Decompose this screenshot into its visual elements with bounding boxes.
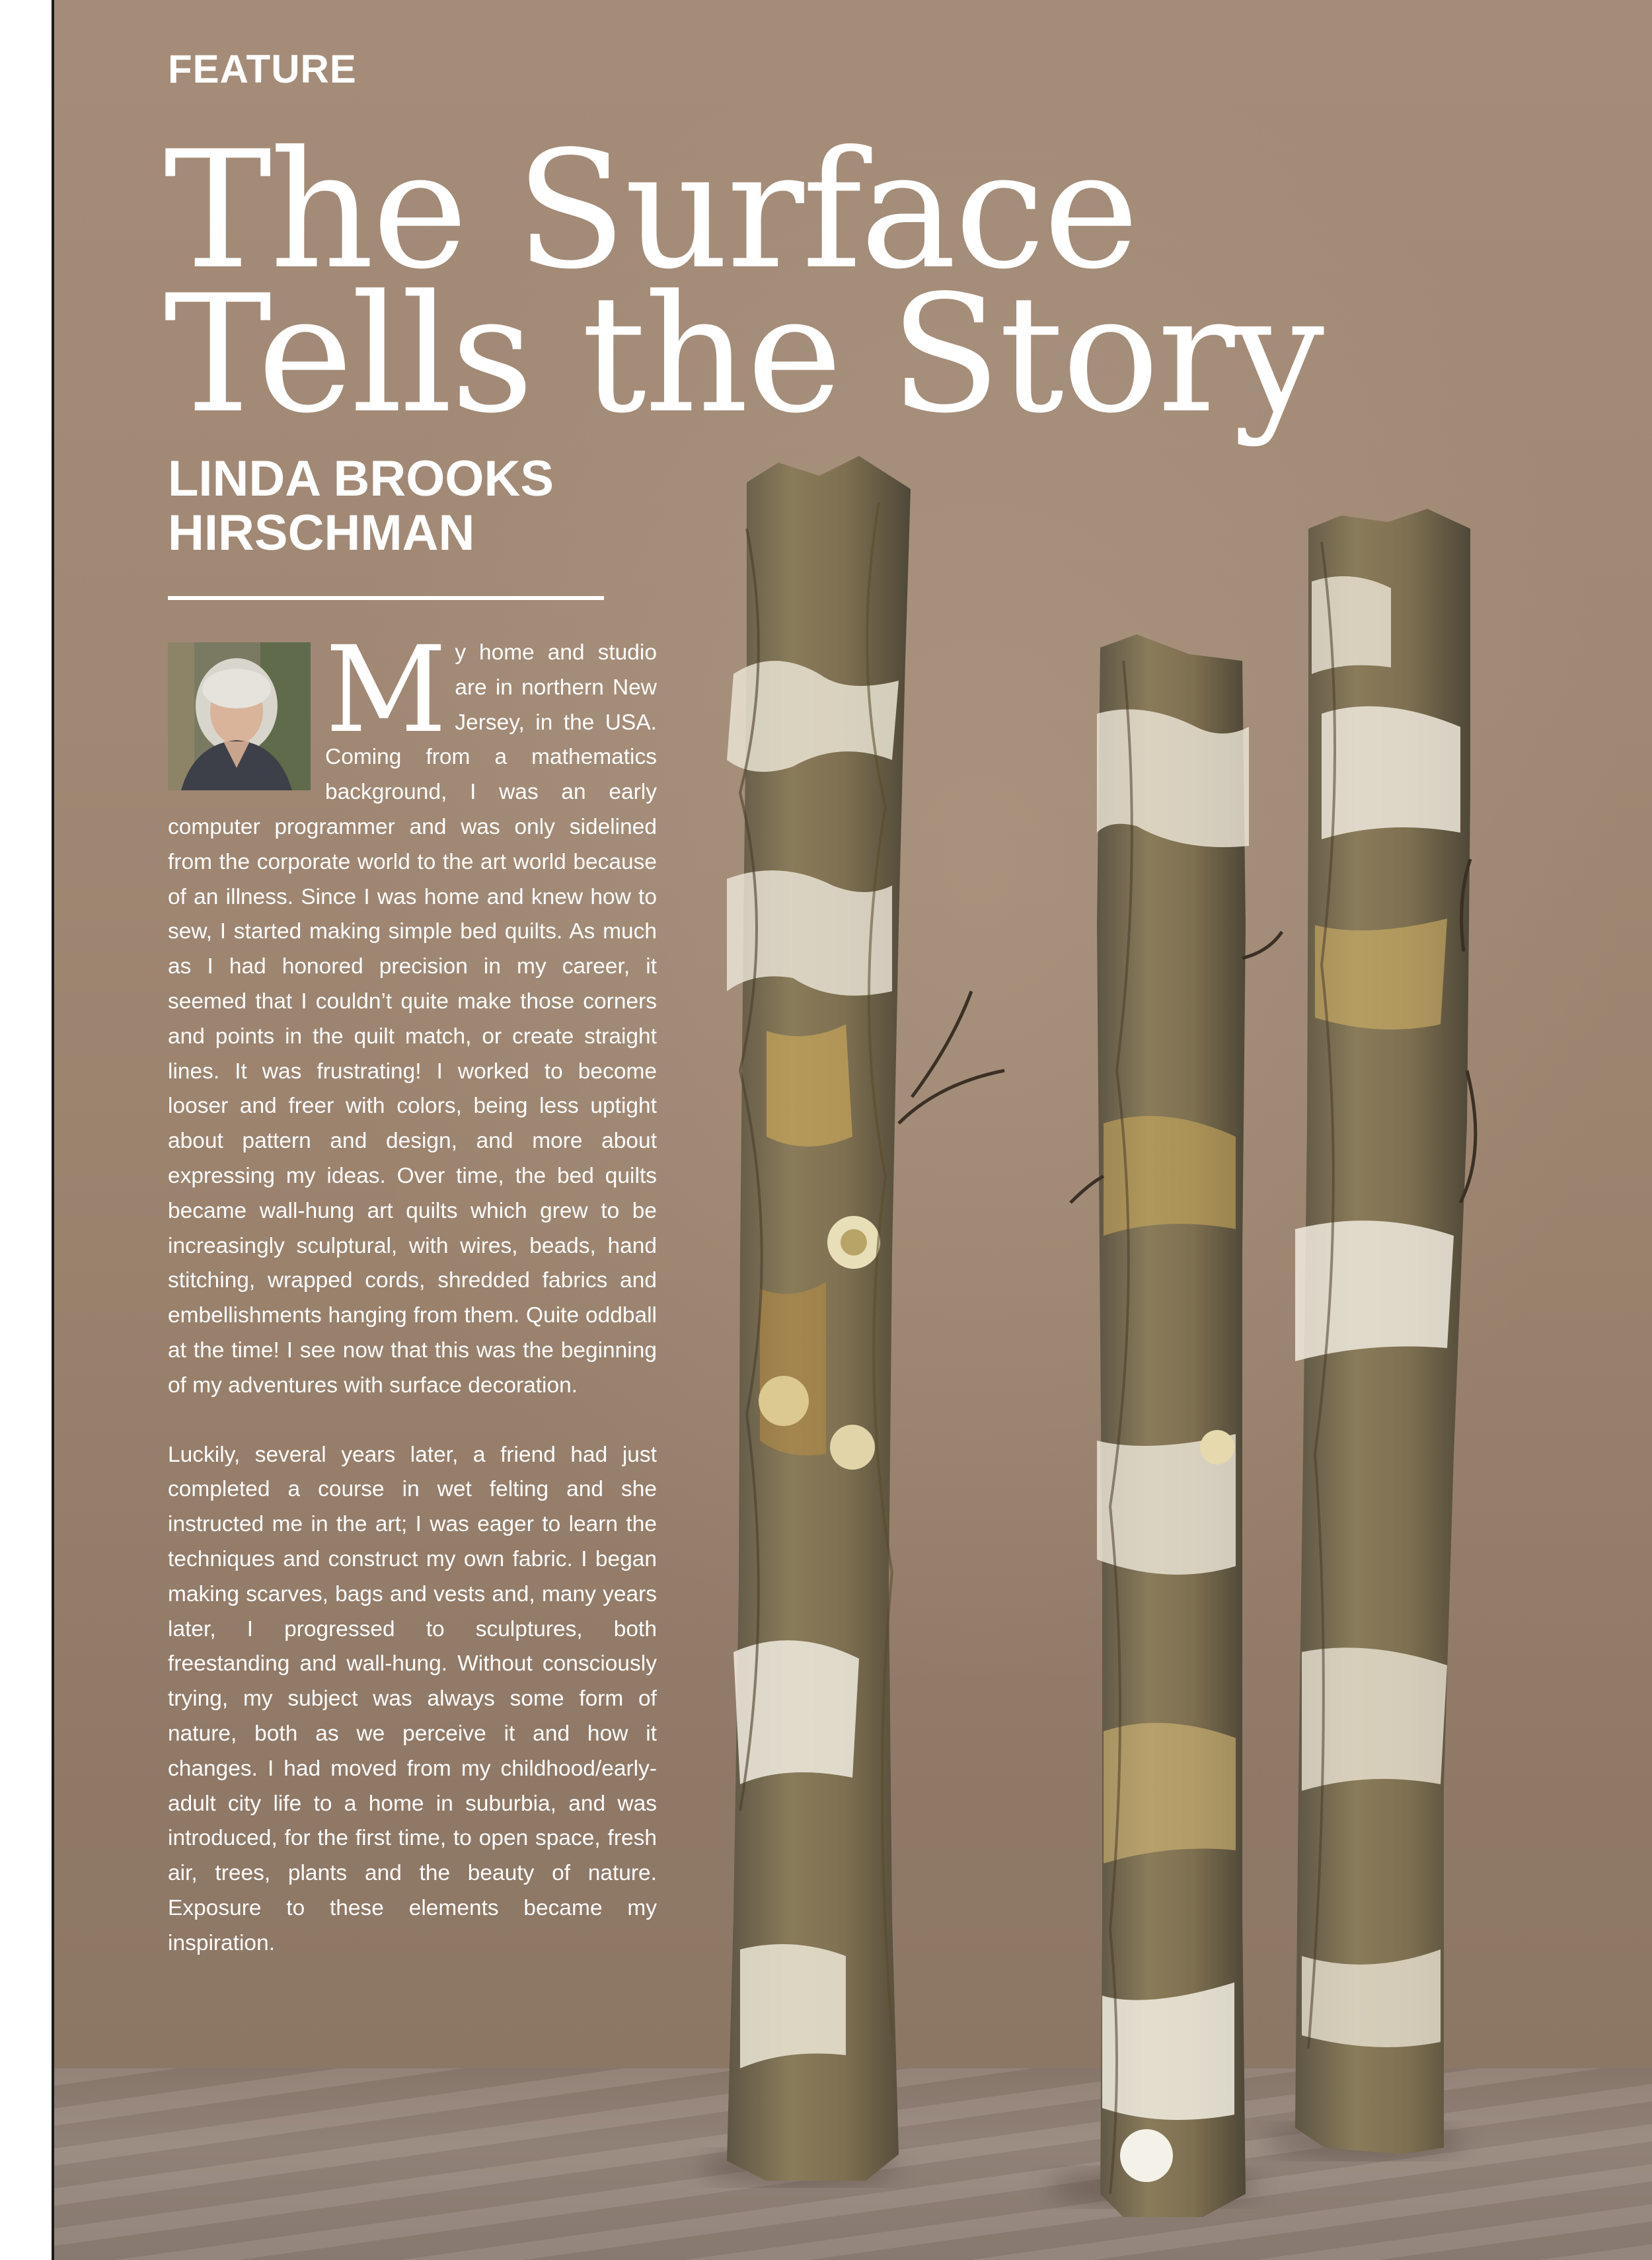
magazine-page: [54, 0, 1652, 2260]
paragraph-1-text: y home and studio are in northern New Jersey, in the USA. Coming from a mathematics background, I was an early computer programmer and was only sidelined from the corporate world to the art world because of an illness. Since I was home and knew how to sew, I started making simple bed quilts. As much as I had honored precision in my career, it seemed that I couldn’t quite make those corners and points in the quilt match, or create straight lines. It was frustrating! I worked to become looser and freer with colors, being less uptight about pattern and design, and more about expressing my ideas. Over time, the bed quilts became wall-hung art quilts which grew to be increasingly sculptural, with wires, beads, hand stitching, wrapped cords, shredded fabrics and embellishments hanging from them. Quite oddball at the time! I see now that this was the beginning of my adventures with surface decoration.: [168, 640, 657, 1398]
sculpture-middle: [1070, 634, 1282, 2217]
author-line-1: LINDA BROOKS: [168, 451, 554, 507]
title-line-2: Tells the Story: [164, 260, 1323, 449]
paragraph-2: Luckily, several years later, a friend had just completed a course in wet felting and she instructed me in the art; I was eager to learn the techniques and construct my own fabric. I began making scarves, bags and vests and, many years later, I progressed to sculptures, both freestanding and wall-hung. Without consciously trying, my subject was always some form of nature, both as we perceive it and how it changes. I had moved from my childhood/early-adult city life to a home in suburbia, and was introduced, for the first time, to open space, fresh air, trees, plants and the beauty of nature. Exposure to these elements became my inspiration.: [168, 1442, 657, 1955]
title-divider: [168, 596, 604, 600]
sculpture-left: [727, 456, 1004, 2181]
article-title: [164, 116, 1419, 449]
title-line-1: The Surface: [164, 116, 1137, 305]
author-name: [168, 452, 657, 560]
paragraph-1: [168, 621, 657, 1404]
sculpture-right: [1295, 509, 1476, 2154]
author-line-2: HIRSCHMAN: [168, 505, 475, 561]
drop-cap: M: [325, 621, 447, 759]
article-body: [168, 621, 657, 1961]
section-label: FEATURE: [168, 47, 357, 91]
